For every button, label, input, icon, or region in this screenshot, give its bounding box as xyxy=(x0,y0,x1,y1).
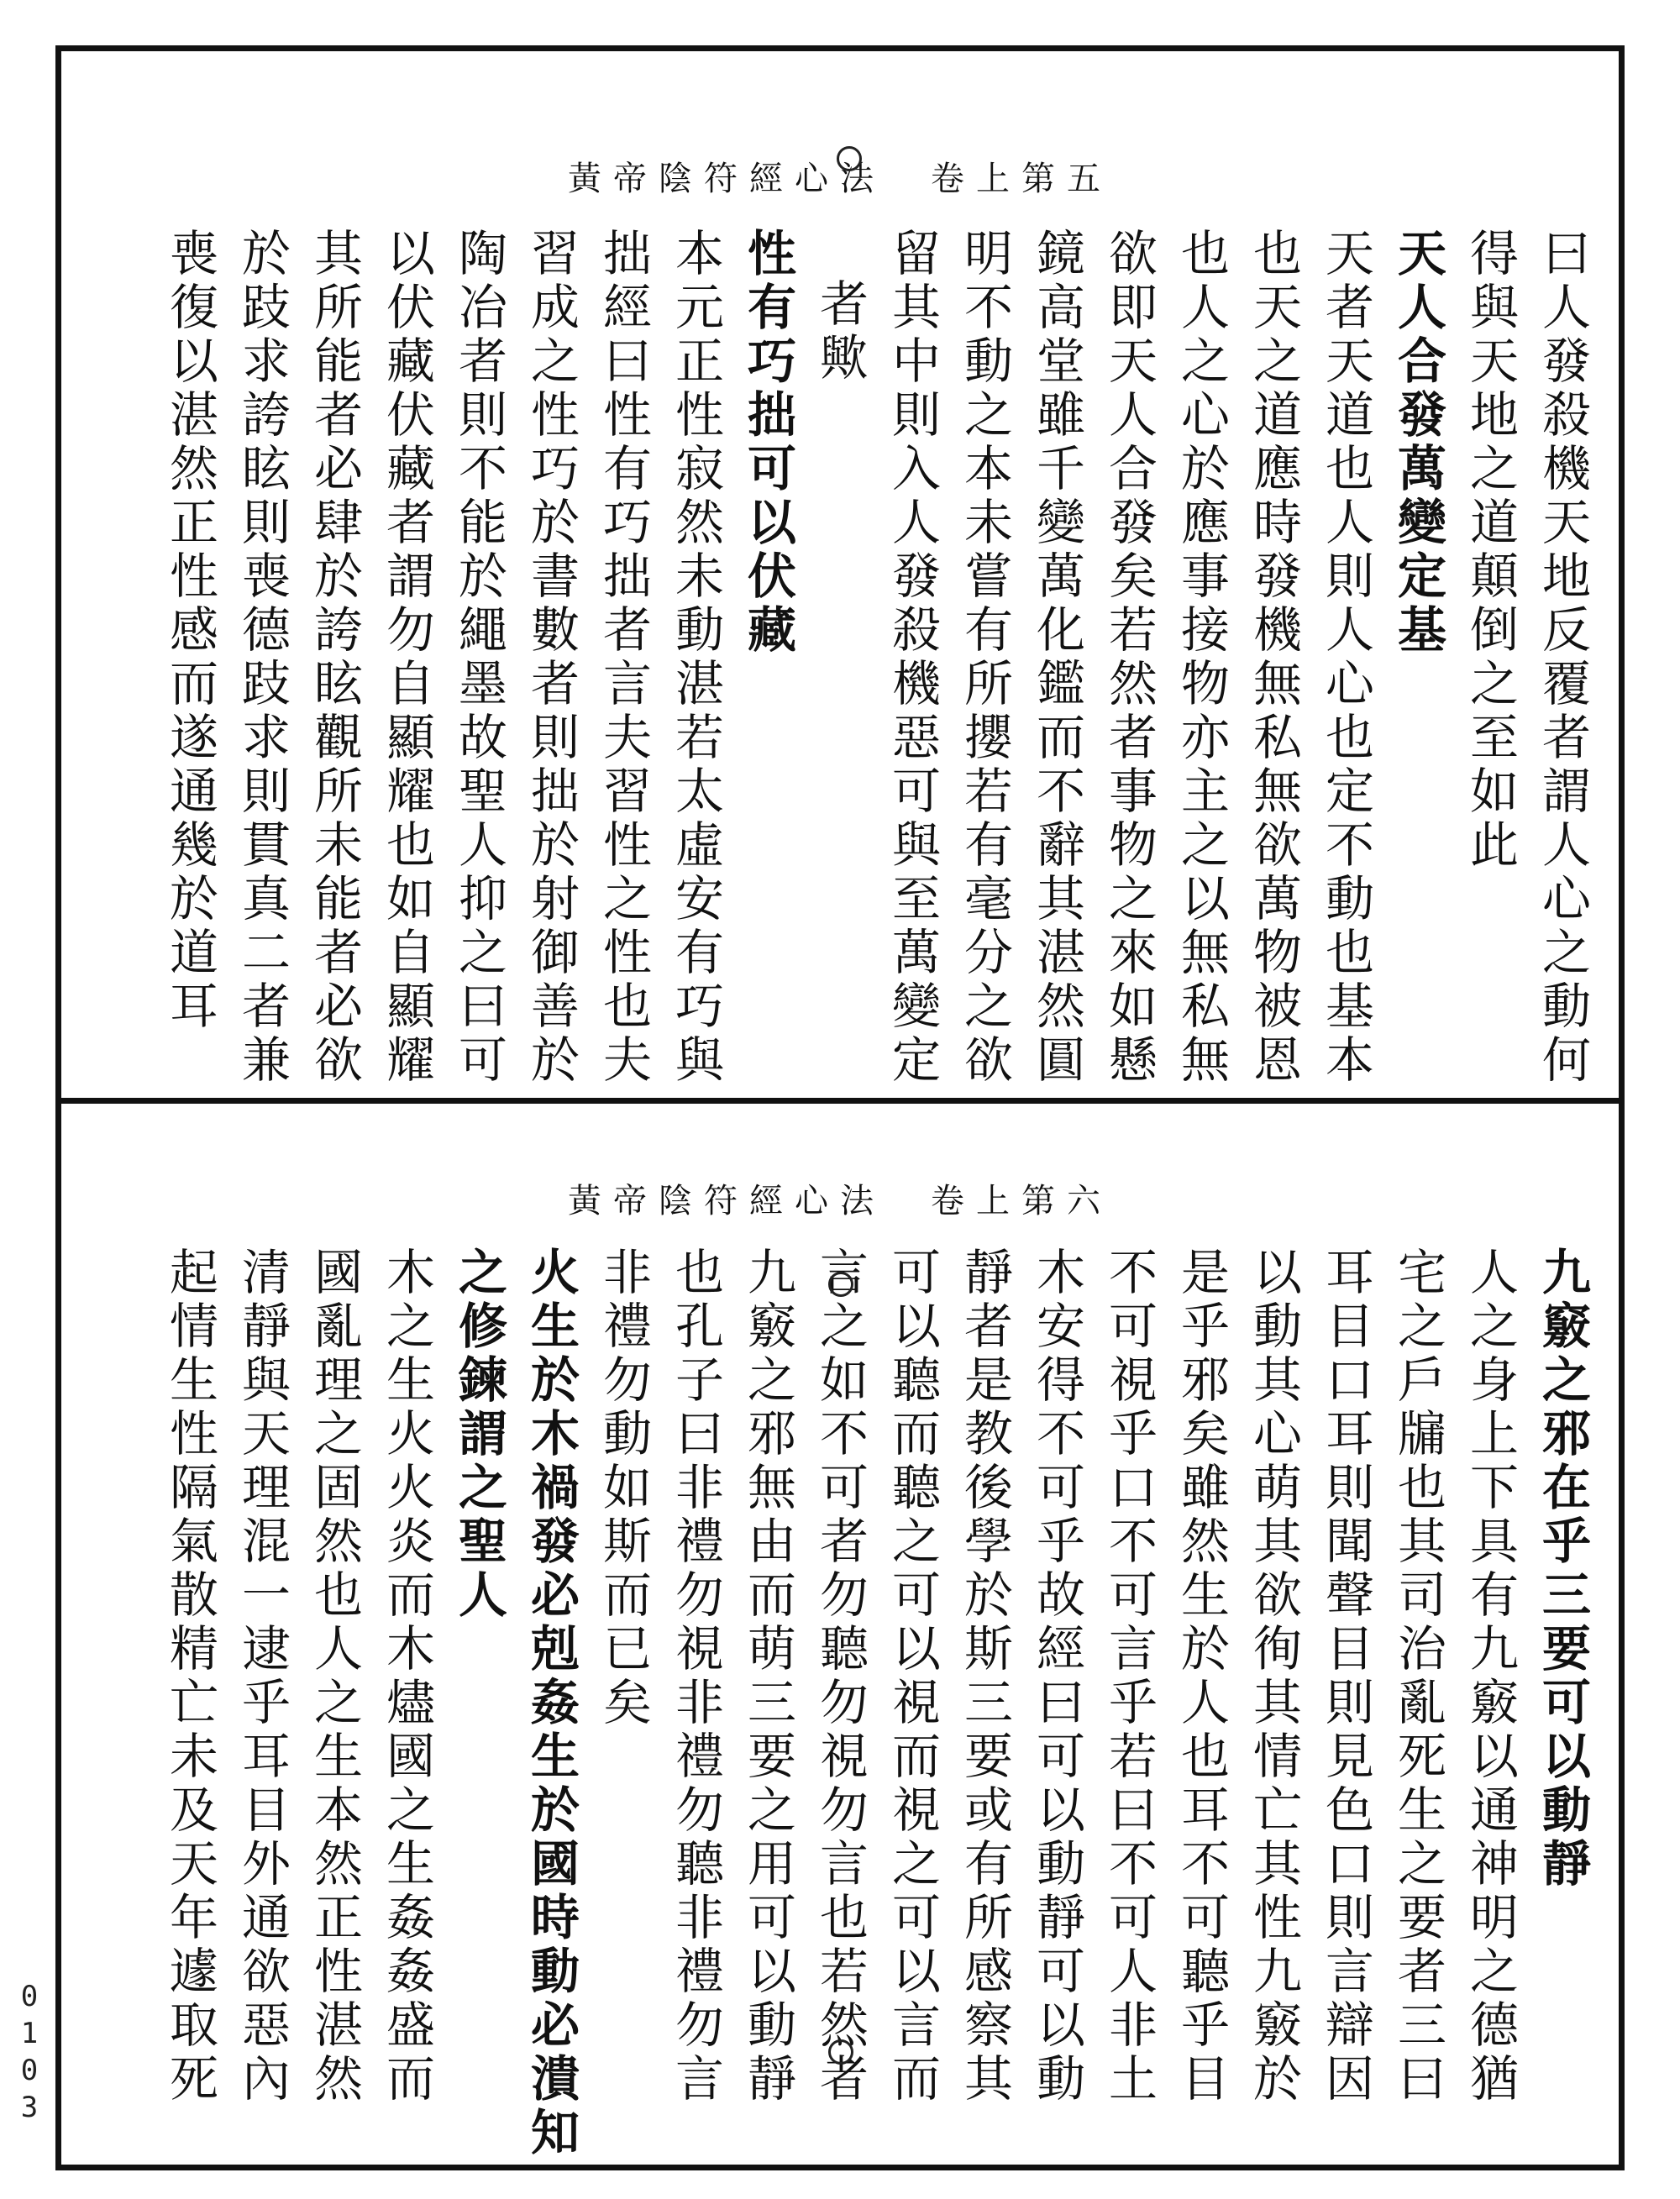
text-column: 其所能者必肆於誇眩觀所未能者必欲 xyxy=(306,228,363,1088)
text-column: 也人之心於應事接物亦主之以無私無 xyxy=(1173,228,1230,1088)
text-column: 陶冶者則不能於繩墨故聖人抑之曰可 xyxy=(450,228,507,1088)
text-column: 明不動之本未嘗有所攖若有毫分之欲 xyxy=(956,228,1013,1088)
page-number-digit: 3 xyxy=(20,2091,39,2124)
text-column: 性有巧拙可以伏藏 xyxy=(739,228,796,658)
text-column: 言之如不可者勿聽勿視勿言也若然者 xyxy=(811,1246,869,2107)
text-body xyxy=(87,1246,1599,2160)
text-column: 國亂理之固然也人之生本然正性湛然 xyxy=(306,1246,363,2107)
punch-hole-mark xyxy=(828,2039,853,2065)
text-column: 非禮勿動如斯而已矣 xyxy=(595,1246,652,1730)
text-column: 靜者是教後學於斯三要或有所感察其 xyxy=(956,1246,1013,2107)
page-header: 黃帝陰符經心法 卷上第六 xyxy=(568,1182,1112,1220)
punch-hole-mark xyxy=(837,146,862,171)
text-column: 也孔子曰非禮勿視非禮勿聽非禮勿言 xyxy=(667,1246,724,2107)
page-number xyxy=(17,1978,42,2126)
page-divider xyxy=(55,1098,1625,1104)
text-column: 拙經曰性有巧拙者言夫習性之性也夫 xyxy=(595,228,652,1088)
text-column: 者歟 xyxy=(811,278,869,386)
text-column: 不可視乎口不可言乎若曰不可人非土 xyxy=(1100,1246,1158,2107)
text-column: 於跂求誇眩則喪德跂求則貫真二者兼 xyxy=(234,228,291,1088)
text-column: 曰人發殺機天地反覆者謂人心之動何 xyxy=(1534,228,1591,1088)
text-column: 可以聽而聽之可以視而視之可以言而 xyxy=(884,1246,941,2107)
text-column: 也天之道應時發機無私無欲萬物被恩 xyxy=(1245,228,1302,1088)
text-column: 留其中則入人發殺機惡可與至萬變定 xyxy=(884,228,941,1088)
text-column: 天者天道也人則人心也定不動也基本 xyxy=(1317,228,1374,1088)
text-column: 喪復以湛然正性感而遂通幾於道耳 xyxy=(161,228,218,1034)
text-column: 九竅之邪在乎三要可以動靜 xyxy=(1534,1246,1591,1892)
page-header: 黃帝陰符經心法 卷上第五 xyxy=(568,160,1112,198)
page-number-digit: 0 xyxy=(20,2054,39,2087)
text-column: 九竅之邪無由而萌三要之用可以動靜 xyxy=(739,1246,796,2107)
text-column: 是乎邪矣雖然生於人也耳不可聽乎目 xyxy=(1173,1246,1230,2107)
text-column: 之修鍊謂之聖人 xyxy=(450,1246,507,1623)
text-column: 耳目口耳則聞聲目則見色口則言辯因 xyxy=(1317,1246,1374,2107)
text-body xyxy=(87,228,1599,1088)
text-column: 欲即天人合發矣若然者事物之來如懸 xyxy=(1100,228,1158,1088)
text-column: 木安得不可乎故經曰可以動靜可以動 xyxy=(1028,1246,1085,2107)
text-column: 天人合發萬變定基 xyxy=(1389,228,1446,658)
page-number-digit: 1 xyxy=(20,2017,39,2050)
text-column: 以伏藏伏藏者謂勿自顯耀也如自顯耀 xyxy=(378,228,435,1088)
text-column: 鏡高堂雖千變萬化鑑而不辭其湛然圓 xyxy=(1028,228,1085,1088)
page-number-digit: 0 xyxy=(20,1980,39,2013)
text-column: 得與天地之道顛倒之至如此 xyxy=(1462,228,1519,873)
text-column: 以動其心萌其欲徇其情亡其性九竅於 xyxy=(1245,1246,1302,2107)
text-column: 起情生性隔氣散精亡未及天年遽取死 xyxy=(161,1246,218,2107)
punch-hole-mark xyxy=(828,1272,853,1297)
text-column: 習成之性巧於書數者則拙於射御善於 xyxy=(522,228,580,1088)
text-column: 宅之戶牖也其司治亂死生之要者三曰 xyxy=(1389,1246,1446,2107)
top-page xyxy=(61,51,1619,1098)
text-column: 本元正性寂然未動湛若太虛安有巧與 xyxy=(667,228,724,1088)
bottom-page xyxy=(61,1104,1619,2165)
text-column: 木之生火火炎而木燼國之生姦姦盛而 xyxy=(378,1246,435,2107)
text-column: 火生於木禍發必剋姦生於國時動必潰知 xyxy=(522,1246,580,2160)
text-column: 人之身上下具有九竅以通神明之德猶 xyxy=(1462,1246,1519,2107)
text-column: 清靜與天理混一逮乎耳目外通欲惡內 xyxy=(234,1246,291,2107)
